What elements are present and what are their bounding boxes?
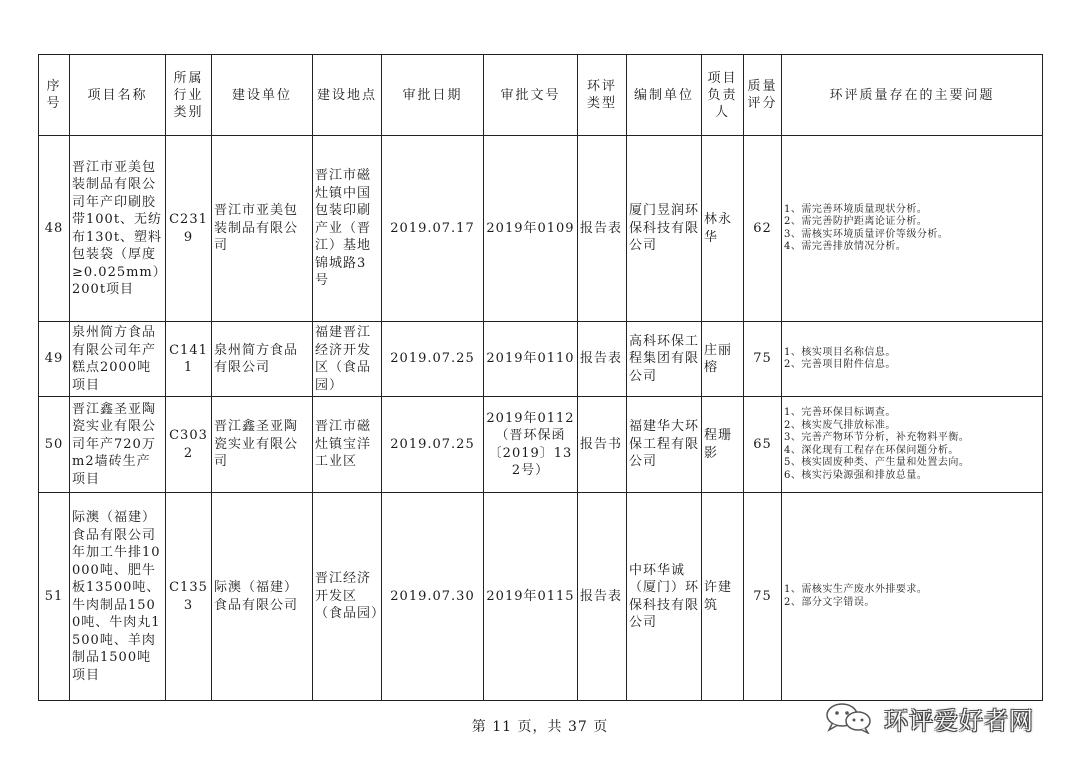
issue-item: 1、核实项目名称信息。 xyxy=(784,346,896,358)
builder: 晋江鑫圣亚陶瓷实业有限公司 xyxy=(212,397,313,493)
project-name: 泉州简方食品有限公司年产糕点2000吨项目 xyxy=(70,322,166,397)
project-leader: 程珊影 xyxy=(702,397,744,493)
compiler: 高科环保工程集团有限公司 xyxy=(627,322,702,397)
watermark xyxy=(820,700,1034,736)
industry-code: C2319 xyxy=(166,136,212,322)
industry-code: C1411 xyxy=(166,322,212,397)
issues-cell xyxy=(782,397,1043,493)
header-cell: 项目名称 xyxy=(70,55,166,136)
watermark-text: 环评爱好者网 xyxy=(884,706,1034,735)
header-row xyxy=(39,55,1043,136)
industry-code: C3032 xyxy=(166,397,212,493)
issue-item: 1、需核实生产废水外排要求。 xyxy=(784,584,928,595)
eia-type: 报告表 xyxy=(578,136,627,322)
issue-item: 5、核实固废种类、产生量和处置去向。 xyxy=(784,457,970,468)
eia-type: 报告书 xyxy=(578,397,627,493)
issue-item: 2、部分文字错误。 xyxy=(784,596,875,608)
table-row xyxy=(39,136,1043,322)
issues-cell xyxy=(782,493,1043,701)
approval-number: 2019年0109 xyxy=(484,136,578,322)
location: 晋江市磁灶镇宝洋工业区 xyxy=(313,397,382,493)
issue-item: 1、完善环保目标调查。 xyxy=(784,407,896,418)
location: 晋江经济开发区（食品园） xyxy=(313,493,382,701)
table-row xyxy=(39,322,1043,397)
project-leader: 许建筑 xyxy=(702,493,744,701)
row-number: 48 xyxy=(39,136,70,322)
approval-date: 2019.07.25 xyxy=(382,322,484,397)
issue-item: 3、完善产物环节分析，补充物料平衡。 xyxy=(784,432,970,443)
issue-item: 3、需核实环境质量评价等级分析。 xyxy=(784,228,949,240)
approval-number: 2019年0110 xyxy=(484,322,578,397)
builder: 晋江市亚美包装制品有限公司 xyxy=(212,136,313,322)
eia-type: 报告表 xyxy=(578,493,627,701)
project-leader: 庄丽榕 xyxy=(702,322,744,397)
header-cell: 所属行业类别 xyxy=(166,55,212,136)
header-cell: 编制单位 xyxy=(627,55,702,136)
location: 福建晋江经济开发区（食品园） xyxy=(313,322,382,397)
row-number: 51 xyxy=(39,493,70,701)
header-cell: 审批文号 xyxy=(484,55,578,136)
builder: 际澳（福建）食品有限公司 xyxy=(212,493,313,701)
quality-score: 65 xyxy=(744,397,782,493)
header-cell: 环评质量存在的主要问题 xyxy=(782,55,1043,136)
row-number: 49 xyxy=(39,322,70,397)
compiler: 福建华大环保工程有限公司 xyxy=(627,397,702,493)
wechat-icon xyxy=(820,702,878,734)
issue-item: 2、核实废气排放标准。 xyxy=(784,419,896,431)
project-name: 晋江鑫圣亚陶瓷实业有限公司年产720万m2墙砖生产项目 xyxy=(70,397,166,493)
project-name: 际澳（福建）食品有限公司年加工牛排10000吨、肥牛板13500吨、牛肉制品1500吨、牛肉丸1500吨、羊肉制品1500吨项目 xyxy=(70,493,166,701)
header-cell: 项目负责人 xyxy=(702,55,744,136)
industry-code: C1353 xyxy=(166,493,212,701)
header-cell: 建设单位 xyxy=(212,55,313,136)
issue-item: 2、需完善防护距离论证分析。 xyxy=(784,216,928,227)
header-cell: 建设地点 xyxy=(313,55,382,136)
header-cell: 质量评分 xyxy=(744,55,782,136)
approval-date: 2019.07.30 xyxy=(382,493,484,701)
header-cell: 序号 xyxy=(39,55,70,136)
eia-type: 报告表 xyxy=(578,322,627,397)
issue-item: 4、需完善排放情况分析。 xyxy=(784,241,907,252)
issue-item: 2、完善项目附件信息。 xyxy=(784,359,896,370)
table-row xyxy=(39,493,1043,701)
project-name: 晋江市亚美包装制品有限公司年产印刷胶带100t、无纺布130t、塑料包装袋（厚度≥0.025mm）200t项目 xyxy=(70,136,166,322)
quality-score: 62 xyxy=(744,136,782,322)
approval-number: 2019年0115 xyxy=(484,493,578,701)
issue-item: 1、需完善环境质量现状分析。 xyxy=(784,203,928,215)
page-footer: 第 11 页，共 37 页 xyxy=(471,719,609,735)
project-leader: 林永华 xyxy=(702,136,744,322)
header-cell: 环评类型 xyxy=(578,55,627,136)
issues-cell xyxy=(782,322,1043,397)
builder: 泉州简方食品有限公司 xyxy=(212,322,313,397)
quality-score: 75 xyxy=(744,322,782,397)
compiler: 中环华诚（厦门）环保科技有限公司 xyxy=(627,493,702,701)
approval-date: 2019.07.17 xyxy=(382,136,484,322)
compiler: 厦门昱润环保科技有限公司 xyxy=(627,136,702,322)
header-cell: 审批日期 xyxy=(382,55,484,136)
table-row xyxy=(39,397,1043,493)
row-number: 50 xyxy=(39,397,70,493)
issue-item: 4、深化现有工程存在环保问题分析。 xyxy=(784,444,959,456)
location: 晋江市磁灶镇中国包装印刷产业（晋江）基地锦城路3号 xyxy=(313,136,382,322)
quality-score: 75 xyxy=(744,493,782,701)
approval-date: 2019.07.25 xyxy=(382,397,484,493)
project-table xyxy=(38,54,1043,701)
issues-cell xyxy=(782,136,1043,322)
approval-number: 2019年0112（晋环保函〔2019〕132号） xyxy=(484,397,578,493)
issue-item: 6、核实污染源强和排放总量。 xyxy=(784,469,928,481)
